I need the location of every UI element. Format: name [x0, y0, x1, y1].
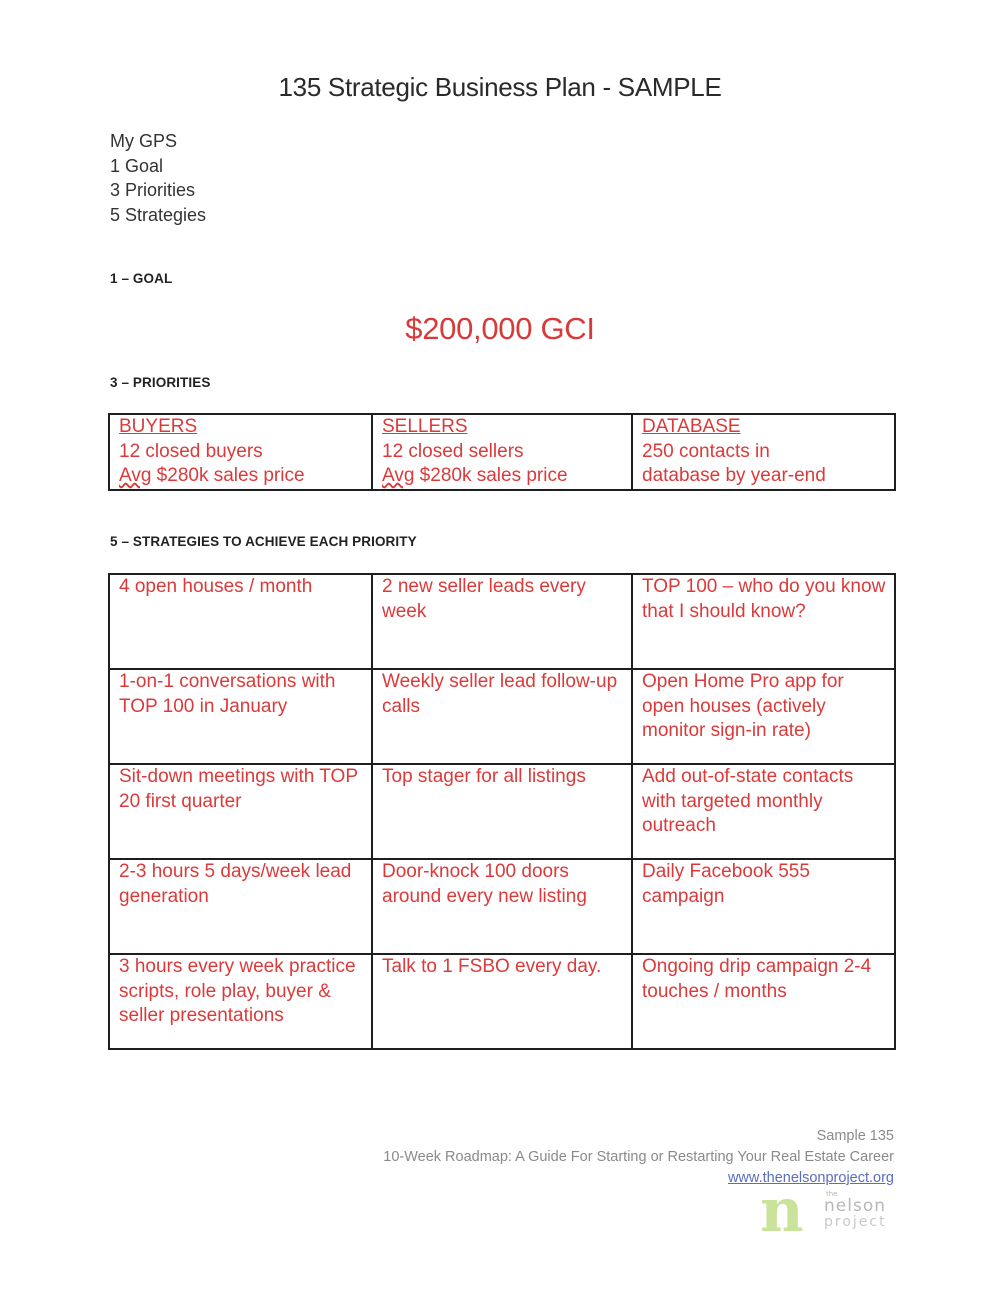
- strategy-cell: Sit-down meetings with TOP 20 first quarter: [109, 764, 372, 859]
- table-row: [109, 954, 895, 1049]
- page-footer: [383, 1126, 894, 1189]
- priority-line: [119, 464, 363, 489]
- priority-line: database by year-end: [642, 465, 826, 486]
- footer-sample-label: Sample 135: [816, 1128, 894, 1144]
- gps-line: 1 Goal: [110, 155, 164, 176]
- priority-line: [382, 464, 623, 489]
- priority-line: 12 closed sellers: [382, 440, 524, 462]
- strategy-cell: Talk to 1 FSBO every day.: [372, 954, 632, 1049]
- strategies-section-label: 5 – STRATEGIES TO ACHIEVE EACH PRIORITY: [110, 534, 417, 549]
- priorities-section-label: 3 – PRIORITIES: [110, 375, 211, 390]
- strategy-cell: Weekly seller lead follow-up calls: [372, 669, 632, 764]
- strategy-cell: Daily Facebook 555 campaign: [632, 859, 895, 954]
- table-row: [109, 574, 895, 669]
- priority-heading: BUYERS: [119, 416, 198, 437]
- gps-line: 3 Priorities: [110, 180, 196, 200]
- table-row: [109, 414, 895, 490]
- priority-cell-buyers: [109, 414, 372, 490]
- footer-website-link[interactable]: www.thenelsonproject.org: [727, 1170, 894, 1186]
- logo-the: the: [826, 1190, 838, 1198]
- table-row: [109, 859, 895, 954]
- logo-n-mark-icon: n: [760, 1176, 804, 1246]
- spellcheck-word: Avg: [382, 465, 415, 486]
- strategy-cell: TOP 100 – who do you know that I should know?: [632, 574, 895, 669]
- strategy-cell: 2 new seller leads every week: [372, 574, 632, 669]
- gps-summary: [110, 129, 206, 227]
- table-row: [109, 669, 895, 764]
- gps-line: 5 Strategies: [110, 204, 207, 225]
- priorities-table: [108, 413, 896, 491]
- priority-heading: DATABASE: [642, 416, 741, 437]
- table-row: [109, 764, 895, 859]
- strategy-cell: Open Home Pro app for open houses (actively monitor sign-in rate): [632, 669, 895, 764]
- gps-line: My GPS: [110, 131, 178, 151]
- priority-heading: SELLERS: [382, 416, 468, 437]
- strategies-table: [108, 573, 896, 1050]
- goal-value: $200,000 GCI: [405, 311, 595, 346]
- strategy-cell: Ongoing drip campaign 2-4 touches / months: [632, 954, 895, 1049]
- page-title: 135 Strategic Business Plan - SAMPLE: [278, 72, 722, 102]
- strategy-cell: 2-3 hours 5 days/week lead generation: [109, 859, 372, 954]
- logo-nelson: nelson: [824, 1196, 886, 1216]
- strategy-cell: Top stager for all listings: [372, 764, 632, 859]
- goal-section-label: 1 – GOAL: [110, 271, 173, 286]
- footer-subtitle: 10-Week Roadmap: A Guide For Starting or Restarting Your Real Estate Career: [383, 1149, 894, 1165]
- logo-wordmark: [824, 1190, 887, 1230]
- logo-project: project: [824, 1214, 887, 1230]
- priority-cell-database: [632, 414, 895, 490]
- priority-cell-sellers: [372, 414, 632, 490]
- strategy-cell: 4 open houses / month: [109, 574, 372, 669]
- priority-line-rest: $280k sales price: [414, 465, 568, 486]
- strategy-cell: Door-knock 100 doors around every new listing: [372, 859, 632, 954]
- strategy-cell: 3 hours every week practice scripts, role play, buyer & seller presentations: [109, 954, 372, 1049]
- priority-line: 250 contacts in: [642, 440, 770, 462]
- strategy-cell: Add out-of-state contacts with targeted monthly outreach: [632, 764, 895, 859]
- priority-line-rest: $280k sales price: [151, 465, 305, 486]
- strategy-cell: 1-on-1 conversations with TOP 100 in January: [109, 669, 372, 764]
- spellcheck-word: Avg: [119, 465, 152, 486]
- priority-line: 12 closed buyers: [119, 440, 263, 462]
